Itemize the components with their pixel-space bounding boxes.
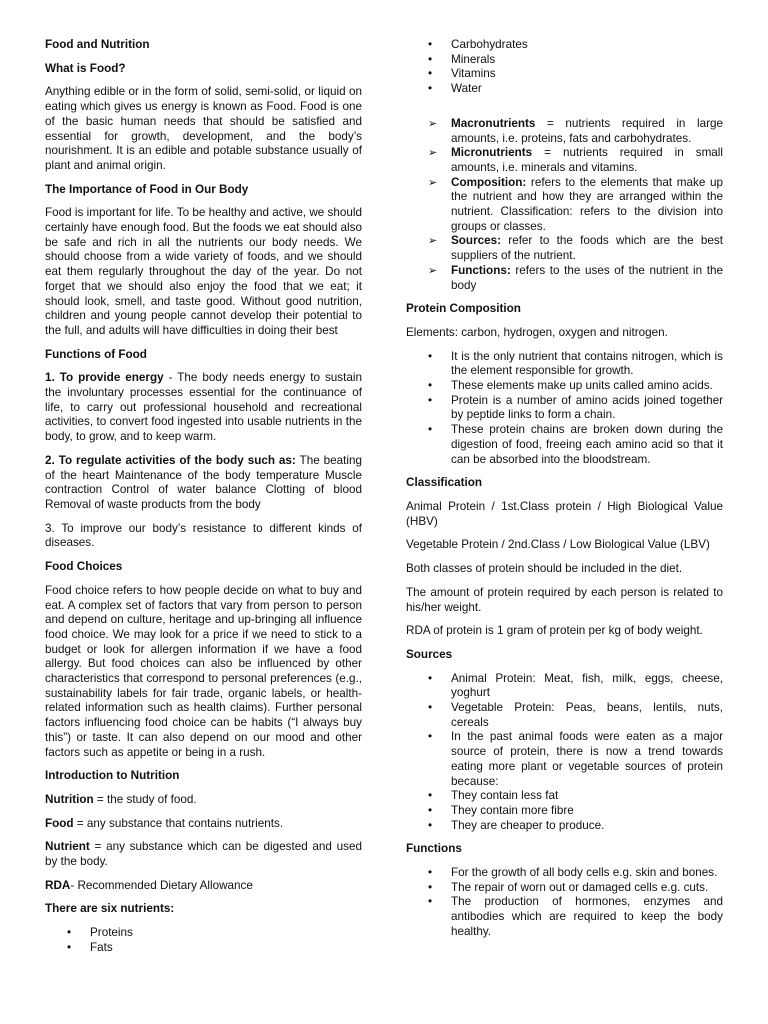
food-def: = any substance that contains nutrients. <box>73 816 284 830</box>
list-item: • They contain more fibre <box>406 804 723 819</box>
nutrition-term: Nutrition <box>45 792 94 806</box>
protein-composition-heading: Protein Composition <box>406 302 521 316</box>
definition-text: = nutrients required in large amounts, i.e. proteins, fats and carbohydrates. <box>451 116 723 145</box>
definition-term: Sources: <box>451 234 502 248</box>
definitions-list <box>406 117 723 293</box>
functions-of-food-heading: Functions of Food <box>45 347 147 361</box>
six-nutrients-list-left <box>45 926 362 955</box>
right-column <box>406 38 723 949</box>
nutrition-def: = the study of food. <box>93 792 197 806</box>
function-2-paragraph <box>45 454 362 513</box>
list-item: • In the past animal foods were eaten as a major source of protein, there is now a trend towards eating more plant or vegetable sources of protein because: <box>406 730 723 789</box>
food-choices-paragraph: Food choice refers to how people decide on what to buy and eat. A complex set of factors that vary from person to person and depend on culture, heritage and up-bringing all influence food choice. We may look for a price if we need to stick to a budget or look for allergen information if we have a food allergy. But food choices can also be influenced by other characteristics that correspond to personal preferences (e.g., sustainability labels for fair trade, organic labels, or health-related information such as health claims). Further personal factors influencing food choice can be habits (“I always buy this”) or taste. It can also depend on our mood and other factors such as appetite or being in a rush. <box>45 583 362 759</box>
importance-heading: The Importance of Food in Our Body <box>45 182 249 196</box>
food-choices-heading: Food Choices <box>45 560 123 574</box>
definition-term: Composition: <box>451 175 527 189</box>
function-1-text: - The body needs energy to sustain the involuntary processes essential for the continuance of life, to carry out professional household and recreational activities, to convert food ingested into usable nutrients in the body, to grow, and to keep warm. <box>45 371 362 444</box>
list-item: • Vitamins <box>406 67 723 82</box>
spacer <box>406 106 723 117</box>
functions-heading: Functions <box>406 842 462 856</box>
class-both-paragraph: Both classes of protein should be included in the diet. <box>406 562 683 576</box>
list-item: • These elements make up units called amino acids. <box>406 379 723 394</box>
document-title: Food and Nutrition <box>45 38 150 51</box>
function-1-paragraph <box>45 371 362 445</box>
function-1-label: 1. To provide energy <box>45 371 164 385</box>
definition-text: refers to the elements that make up the nutrient and how they are arranged within the nutrient. Classification: refers to the division into groups or classes. <box>451 175 723 233</box>
list-item: • Vegetable Protein: Peas, beans, lentils, nuts, cereals <box>406 701 723 730</box>
list-item: • Carbohydrates <box>406 38 723 53</box>
list-item: • Water <box>406 82 723 97</box>
list-item: • Fats <box>45 941 362 956</box>
definition-term: Functions: <box>451 263 511 277</box>
food-definition <box>45 817 362 832</box>
elements-paragraph: Elements: carbon, hydrogen, oxygen and nitrogen. <box>406 325 668 339</box>
functions-list <box>406 866 723 940</box>
nutrition-definition <box>45 793 362 808</box>
definition-text: refer to the foods which are the best suppliers of the nutrient. <box>451 234 723 263</box>
food-term: Food <box>45 816 74 830</box>
rda-def: - Recommended Dietary Allowance <box>70 878 253 892</box>
definition-item <box>406 146 723 175</box>
function-2-text: The beating of the heart Maintenance of the body temperature Muscle contraction Control of water balance Clotting of blood Removal of waste products from the body <box>45 453 362 511</box>
six-nutrients-list-right <box>406 38 723 97</box>
definition-term: Macronutrients <box>451 116 536 130</box>
what-is-food-paragraph: Anything edible or in the form of solid, semi-solid, or liquid on eating which gives us energy is known as Food. Food is one of the basic human needs that should be satisfied and essential for growth, development, and the body’s nourishment. It is an edible and potable substance usually of plant and animal origin. <box>45 85 362 172</box>
list-item: • The repair of worn out or damaged cells e.g. cuts. <box>406 881 723 896</box>
definition-item <box>406 117 723 146</box>
definition-text: refers to the uses of the nutrient in the body <box>451 263 723 292</box>
list-item: • Animal Protein: Meat, fish, milk, eggs, cheese, yoghurt <box>406 672 723 701</box>
list-item: • The production of hormones, enzymes and antibodies which are required to keep the body healthy. <box>406 895 723 939</box>
definition-text: = nutrients required in small amounts, i.e. minerals and vitamins. <box>451 146 723 174</box>
class-amount-paragraph: The amount of protein required by each person is related to his/her weight. <box>406 585 723 614</box>
six-nutrients-heading: There are six nutrients: <box>45 902 175 916</box>
definition-item <box>406 234 723 263</box>
sources-heading: Sources <box>406 647 453 661</box>
definition-item <box>406 264 723 293</box>
class-animal-paragraph: Animal Protein / 1st.Class protein / High Biological Value (HBV) <box>406 499 723 528</box>
what-is-food-heading: What is Food? <box>45 61 126 75</box>
nutrient-definition <box>45 840 362 869</box>
list-item: • Protein is a number of amino acids joined together by peptide links to form a chain. <box>406 394 723 423</box>
class-vegetable-paragraph: Vegetable Protein / 2nd.Class / Low Biological Value (LBV) <box>406 538 710 552</box>
intro-nutrition-heading: Introduction to Nutrition <box>45 769 180 783</box>
nutrient-def: = any substance which can be digested and used by the body. <box>45 840 362 869</box>
list-item: • It is the only nutrient that contains nitrogen, which is the element responsible for growth. <box>406 350 723 379</box>
list-item: • They are cheaper to produce. <box>406 819 723 834</box>
list-item: • They contain less fat <box>406 789 723 804</box>
function-3-paragraph: 3. To improve our body’s resistance to different kinds of diseases. <box>45 521 362 550</box>
nutrient-term: Nutrient <box>45 840 90 854</box>
composition-list <box>406 350 723 468</box>
list-item: • Proteins <box>45 926 362 941</box>
list-item: • These protein chains are broken down during the digestion of food, freeing each amino acid so that it can be absorbed into the bloodstream. <box>406 423 723 467</box>
definition-item <box>406 176 723 235</box>
classification-heading: Classification <box>406 476 482 490</box>
left-column <box>45 38 362 965</box>
importance-paragraph: Food is important for life. To be healthy and active, we should certainly have enough food. But the foods we eat should also be safe and rich in all the nutrients our body needs. We should choose from a wide variety of foods, and we should eat them regularly throughout the day of the year. Do not forget that we should also enjoy the food that we eat; it should look, smell, and taste good. Without good nutrition, children and young people cannot develop their potential to the full, and adults will have difficulties in doing their best <box>45 206 362 337</box>
rda-definition <box>45 879 362 894</box>
definition-term: Micronutrients <box>451 146 533 160</box>
sources-list <box>406 672 723 834</box>
function-2-label: 2. To regulate activities of the body such as: <box>45 453 296 467</box>
list-item: • Minerals <box>406 53 723 68</box>
rda-term: RDA <box>45 878 71 892</box>
class-rda-paragraph: RDA of protein is 1 gram of protein per kg of body weight. <box>406 624 703 638</box>
list-item: • For the growth of all body cells e.g. skin and bones. <box>406 866 723 881</box>
